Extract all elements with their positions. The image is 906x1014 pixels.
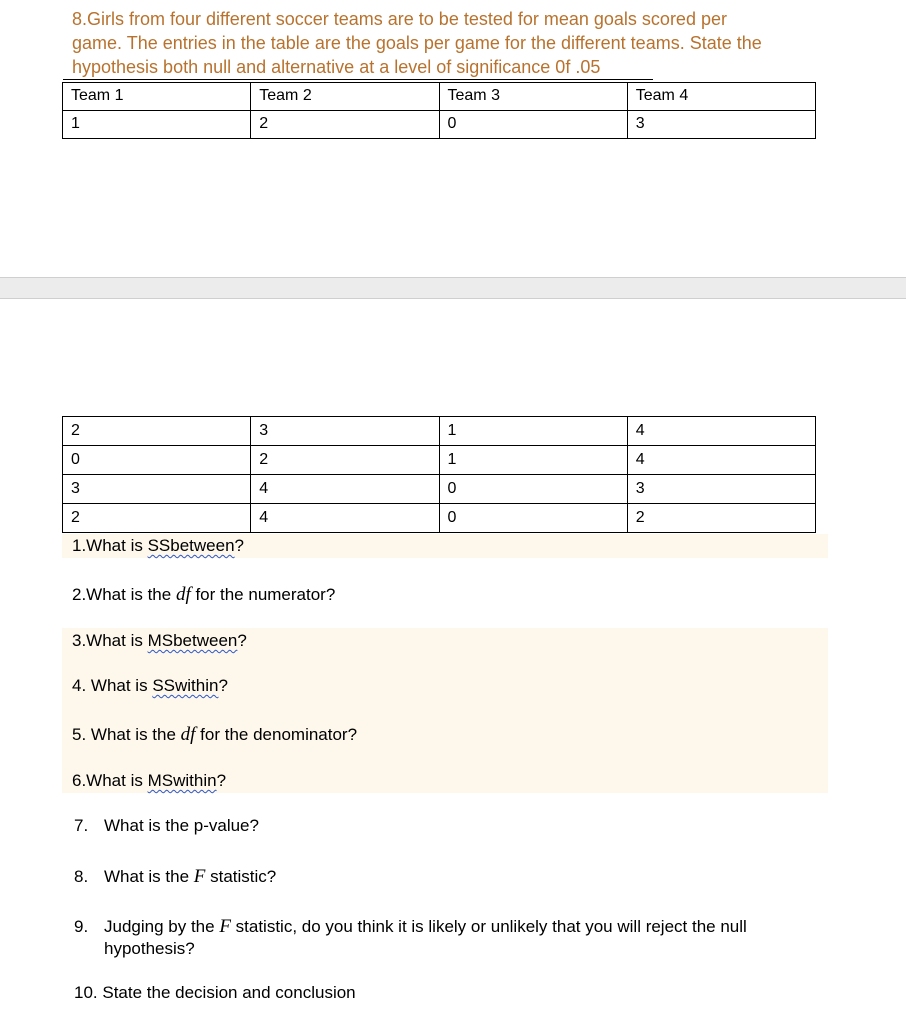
spellcheck-term: MSbetween xyxy=(147,631,238,650)
problem-line-2: game. The entries in the table are the goals per game for the different teams. State the xyxy=(72,33,762,53)
question-text: 2.What is the xyxy=(72,585,176,604)
question-text: What is the xyxy=(104,867,194,886)
problem-line-1: 8.Girls from four different soccer teams are to be tested for mean goals scored per xyxy=(72,9,727,29)
table-cell: 3 xyxy=(627,475,815,504)
table-cell: 2 xyxy=(63,504,251,533)
list-number: 9. xyxy=(74,917,89,936)
question-text: ? xyxy=(216,771,227,790)
question-text: ? xyxy=(234,536,245,555)
table-row xyxy=(63,446,816,475)
header-team-3: Team 3 xyxy=(439,83,627,111)
table-cell: 4 xyxy=(251,504,439,533)
table-cell: 0 xyxy=(63,446,251,475)
math-symbol: df xyxy=(180,724,196,745)
table-row xyxy=(63,504,816,533)
table-row xyxy=(63,475,816,504)
table-cell: 0 xyxy=(439,111,627,139)
table-cell: 4 xyxy=(251,475,439,504)
question-2 xyxy=(72,584,335,606)
spellcheck-term: MSwithin xyxy=(147,771,217,790)
math-symbol: F xyxy=(193,866,206,887)
divider xyxy=(63,79,653,80)
list-number: 7. xyxy=(74,816,89,835)
table-cell: 1 xyxy=(439,446,627,475)
goals-table-top xyxy=(62,82,816,139)
question-text: Judging by the xyxy=(104,917,220,936)
question-7 xyxy=(74,815,259,837)
question-text: ? xyxy=(237,631,247,650)
header-team-2: Team 2 xyxy=(251,83,439,111)
table-cell: 1 xyxy=(439,417,627,446)
question-6 xyxy=(72,770,226,792)
question-text: 4. What is xyxy=(72,676,153,695)
question-text: ? xyxy=(218,676,228,695)
question-4 xyxy=(72,675,228,697)
table-cell: 3 xyxy=(627,111,815,139)
page-break-band xyxy=(0,277,906,299)
question-5 xyxy=(72,724,357,746)
table-cell: 1 xyxy=(63,111,251,139)
question-text: 3.What is xyxy=(72,631,148,650)
problem-statement xyxy=(72,7,862,79)
table-cell: 3 xyxy=(63,475,251,504)
question-text: hypothesis? xyxy=(104,939,195,958)
table-cell: 0 xyxy=(439,504,627,533)
table-cell: 4 xyxy=(627,446,815,475)
spellcheck-term: SSbetween xyxy=(147,536,235,555)
header-team-4: Team 4 xyxy=(627,83,815,111)
question-9-continuation xyxy=(104,938,195,960)
math-symbol: F xyxy=(219,916,231,937)
math-symbol: df xyxy=(175,584,191,605)
table-cell: 3 xyxy=(251,417,439,446)
table-row xyxy=(63,417,816,446)
question-text: for the numerator? xyxy=(190,585,336,604)
question-text: for the denominator? xyxy=(195,725,358,744)
table-cell: 2 xyxy=(251,446,439,475)
table-row xyxy=(63,111,816,139)
question-3 xyxy=(72,630,247,652)
table-cell: 2 xyxy=(627,504,815,533)
table-cell: 0 xyxy=(439,475,627,504)
spellcheck-term: SSwithin xyxy=(152,676,219,695)
question-9 xyxy=(74,916,747,938)
header-team-1: Team 1 xyxy=(63,83,251,111)
table-cell: 2 xyxy=(63,417,251,446)
question-10 xyxy=(74,982,356,1004)
question-text: 5. What is the xyxy=(72,725,181,744)
question-text: 10. State the decision and conclusion xyxy=(74,983,356,1002)
problem-line-3: hypothesis both null and alternative at a level of significance 0f .05 xyxy=(72,57,601,77)
question-1 xyxy=(72,535,244,557)
table-header-row xyxy=(63,83,816,111)
question-text: statistic, do you think it is likely or unlikely that you will reject the null xyxy=(230,917,747,936)
question-text: What is the p-value? xyxy=(104,816,259,835)
question-text: 1.What is xyxy=(72,536,148,555)
question-text: 6.What is xyxy=(72,771,148,790)
highlight-block xyxy=(62,628,828,793)
question-8 xyxy=(74,866,276,888)
table-cell: 2 xyxy=(251,111,439,139)
goals-table-bottom xyxy=(62,416,816,533)
list-number: 8. xyxy=(74,867,89,886)
question-text: statistic? xyxy=(205,867,277,886)
table-cell: 4 xyxy=(627,417,815,446)
